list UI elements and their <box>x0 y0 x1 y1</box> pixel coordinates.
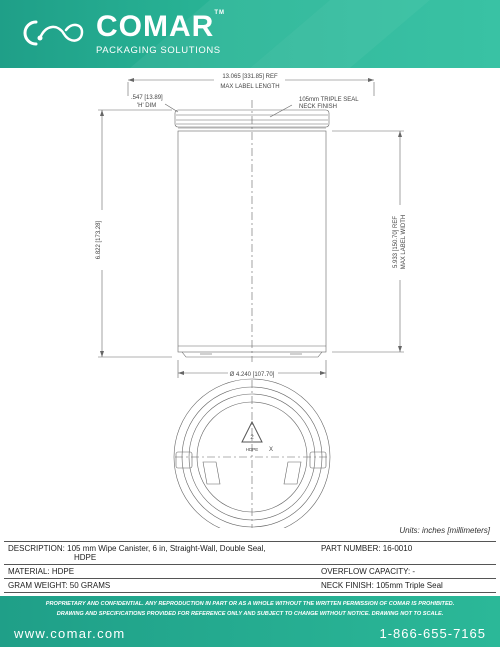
description-value: 105 mm Wipe Canister, 6 in, Straight-Wall, Double Seal, <box>67 544 266 553</box>
resin-code: 2 <box>250 435 254 441</box>
spec-table <box>4 541 496 593</box>
website-link[interactable]: www.comar.com <box>14 626 126 641</box>
legal-line-2: DRAWING AND SPECIFICATIONS PROVIDED FOR REFERENCE ONLY AND SUBJECT TO CHANGE WITHOUT NOTICE. DRAWING NOT TO SCALE. <box>56 611 444 617</box>
label-length-caption: MAX LABEL LENGTH <box>220 84 280 90</box>
footer-banner <box>0 596 500 647</box>
recycle-symbol-icon <box>242 422 262 452</box>
neck-note-line2: NECK FINISH <box>299 104 338 110</box>
description-label: DESCRIPTION: <box>8 544 65 553</box>
description-value-2: HDPE <box>74 553 97 562</box>
diameter-dim: Ø 4.240 [107.70] <box>229 372 275 378</box>
mark-x: X <box>269 447 274 453</box>
brand-name: COMAR™ <box>96 10 225 43</box>
legal-line-1: PROPRIETARY AND CONFIDENTIAL. ANY REPRODUCTION IN PART OR AS A WHOLE WITHOUT THE WRITTEN PERMISSION OF COMAR IS PROHIBITED. <box>45 601 455 607</box>
label-length-dim: 13.065 [331.85] REF <box>222 74 278 80</box>
h-dim-value: .547 [13.89] <box>131 95 163 101</box>
description-cell <box>4 542 317 565</box>
gram-weight: GRAM WEIGHT: 50 GRAMS <box>4 579 317 593</box>
neck-note-line1: 105mm TRIPLE SEAL <box>299 97 359 103</box>
phone-number[interactable]: 1-866-655-7165 <box>379 626 486 641</box>
technical-drawing <box>0 68 500 528</box>
spec-row <box>4 579 496 593</box>
legal-notice <box>6 599 494 619</box>
h-dim-caption: 'H' DIM <box>137 103 157 109</box>
brand-tagline: PACKAGING SOLUTIONS <box>96 45 221 56</box>
resin-name: HDPE <box>245 447 259 452</box>
overflow-capacity: OVERFLOW CAPACITY: - <box>317 565 496 579</box>
spec-row <box>4 565 496 579</box>
label-width-caption: MAX LABEL WIDTH <box>401 214 407 270</box>
header-banner <box>0 0 500 68</box>
comar-logo-icon <box>20 16 90 52</box>
height-dim: 6.822 [173.28] <box>96 220 102 260</box>
part-number: PART NUMBER: 16-0010 <box>317 542 496 565</box>
material: MATERIAL: HDPE <box>4 565 317 579</box>
spec-row <box>4 542 496 565</box>
label-width-dim: 5.933 [150.70] REF <box>393 215 399 269</box>
units-note: Units: inches [millimeters] <box>399 526 490 535</box>
neck-finish: NECK FINISH: 105mm Triple Seal <box>317 579 496 593</box>
